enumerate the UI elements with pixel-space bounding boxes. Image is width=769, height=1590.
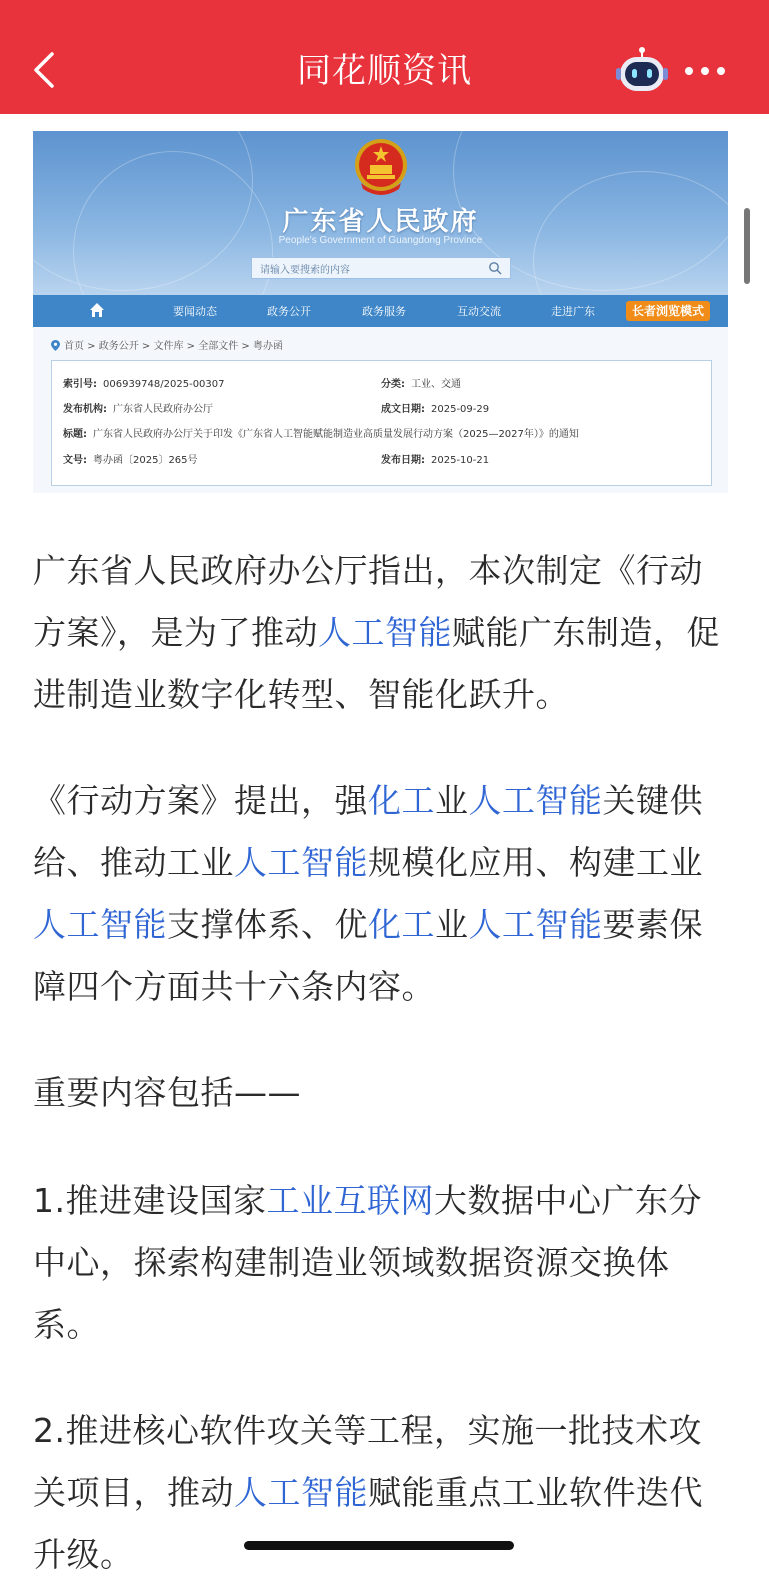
article-paragraph-1: 广东省人民政府办公厅指出，本次制定《行动方案》，是为了推动人工智能赋能广东制造，促进制造业数字化转型、智能化跃升。 — [33, 551, 720, 714]
info-publish-date: 发布日期: 2025-10-21 — [381, 455, 490, 466]
home-indicator[interactable] — [244, 1541, 514, 1550]
gov-nav-bar — [33, 295, 728, 327]
keyword-link[interactable]: 人工智能 — [318, 613, 452, 652]
gov-banner — [33, 131, 728, 295]
app-title: 同花顺资讯 — [297, 51, 472, 91]
robot-assistant-button[interactable] — [616, 46, 668, 96]
gov-nav-item: 互动交流 — [457, 305, 501, 318]
keyword-link[interactable]: 化工 — [368, 905, 435, 944]
home-icon — [89, 302, 105, 318]
search-icon — [488, 261, 502, 275]
info-title: 标题: 广东省人民政府办公厅关于印发《广东省人工智能赋能制造业高质量发展行动方案（2025—2027年）》的通知 — [63, 429, 579, 440]
info-doc-number: 文号: 粤办函〔2025〕265号 — [63, 455, 198, 466]
keyword-link[interactable]: 人工智能 — [468, 781, 603, 820]
keyword-link[interactable]: 化工 — [368, 781, 435, 820]
info-category: 分类: 工业、交通 — [381, 379, 461, 390]
gov-search-box — [251, 257, 511, 279]
keyword-link[interactable]: 工业互联网 — [266, 1181, 434, 1220]
keyword-link[interactable]: 人工智能 — [234, 843, 368, 882]
article-paragraph-2: 《行动方案》提出，强化工业人工智能关键供给、推动工业人工智能规模化应用、构建工业人工智能支撑体系、优化工业人工智能要素保障四个方面共十六条内容。 — [33, 781, 703, 1006]
national-emblem-icon — [353, 137, 409, 197]
top-bar — [0, 0, 769, 114]
gov-doc-info-box — [51, 360, 712, 486]
location-pin-icon — [51, 340, 60, 351]
keyword-link[interactable]: 人工智能 — [234, 1473, 368, 1512]
gov-breadcrumb-text: 首页 > 政务公开 > 文件库 > 全部文件 > 粤办函 — [64, 341, 283, 352]
keyword-link[interactable]: 人工智能 — [468, 905, 603, 944]
article-paragraph-5: 2.推进核心软件攻关等工程，实施一批技术攻关项目，推动人工智能赋能重点工业软件迭代升级。 — [33, 1411, 703, 1574]
scrollbar[interactable] — [744, 208, 750, 284]
article-paragraph-3: 重要内容包括—— — [33, 1073, 301, 1112]
info-publisher: 发布机构: 广东省人民政府办公厅 — [63, 404, 213, 415]
article-paragraph-4: 1.推进建设国家工业互联网大数据中心广东分中心，探索构建制造业领域数据资源交换体系。 — [33, 1181, 702, 1344]
gov-site-name: 广东省人民政府 — [282, 207, 479, 237]
robot-assistant-icon — [616, 46, 668, 96]
gov-breadcrumb — [51, 337, 283, 352]
gov-nav-item: 政务公开 — [267, 305, 311, 318]
gov-nav-item: 政务服务 — [362, 305, 406, 318]
gov-nav-item: 走进广东 — [551, 305, 595, 318]
gov-search-placeholder: 请输入要搜索的内容 — [260, 265, 350, 276]
info-index: 索引号: 006939748/2025-00307 — [63, 379, 225, 390]
more-dots-icon — [684, 56, 726, 86]
more-button[interactable] — [684, 56, 726, 86]
gov-site-name-en: People's Government of Guangdong Province — [278, 235, 483, 246]
keyword-link[interactable]: 人工智能 — [33, 905, 167, 944]
elder-mode-badge: 长者浏览模式 — [626, 301, 710, 321]
info-written-date: 成文日期: 2025-09-29 — [381, 404, 490, 415]
gov-page-image — [33, 131, 728, 493]
gov-nav-item: 要闻动态 — [173, 305, 217, 318]
